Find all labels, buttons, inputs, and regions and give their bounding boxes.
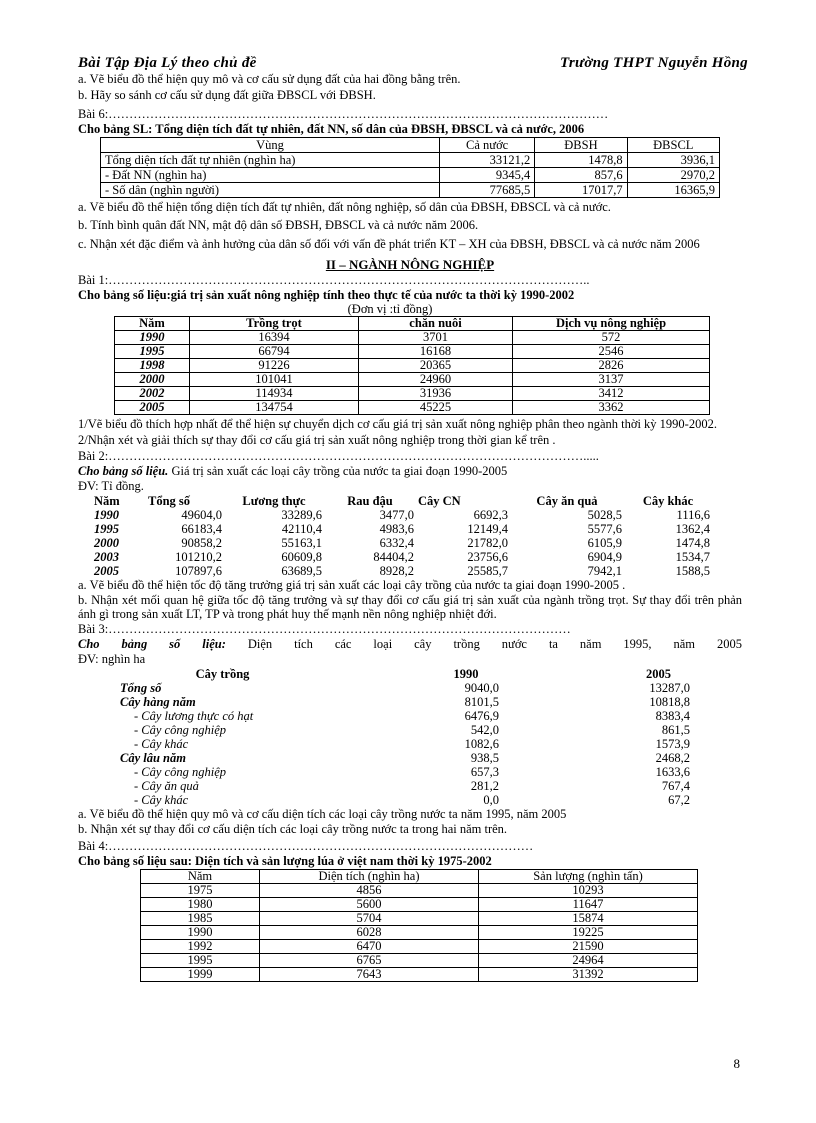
table-row bbox=[118, 765, 692, 779]
table-row bbox=[92, 550, 712, 564]
bai1-label: Bài 1:…………………………………………………………………………………………………….. bbox=[78, 273, 590, 287]
col-header: 2005 bbox=[646, 667, 671, 681]
bai2-title-lead: Cho bảng số liệu. bbox=[78, 464, 169, 478]
col-header: Diện tích (nghìn ha) bbox=[260, 870, 479, 884]
page-number: 8 bbox=[733, 1056, 740, 1071]
bai6-question-b: b. Tính bình quân đất NN, mật độ dân số ĐBSH, ĐBSCL và cả nước năm 2006. bbox=[78, 218, 479, 232]
table-header-row bbox=[92, 494, 712, 508]
table-cell: 1573,9 bbox=[655, 737, 690, 751]
table-cell: 3137 bbox=[513, 373, 710, 387]
table-cell: 2005 bbox=[94, 564, 119, 578]
table-cell: 7643 bbox=[260, 968, 479, 982]
table-cell: 20365 bbox=[359, 359, 513, 373]
bai6-question-c: c. Nhận xét đặc điểm và ảnh hưởng của dân số đối với vấn đề phát triển KT – XH của ĐBSH, ĐBSCL và cả nước năm 2006 bbox=[78, 237, 700, 251]
table-cell: 1362,4 bbox=[675, 522, 710, 536]
bai4-label: Bài 4:………………………………………………………………………………………… bbox=[78, 839, 534, 853]
table-cell: 16394 bbox=[190, 331, 359, 345]
table-cell: - Cây khác bbox=[134, 793, 189, 807]
table-cell: 13287,0 bbox=[649, 681, 690, 695]
table-cell: 33121,2 bbox=[440, 153, 535, 168]
col-header: Sản lượng (nghìn tấn) bbox=[479, 870, 698, 884]
table-cell: 6765 bbox=[260, 954, 479, 968]
table-cell: Cây lâu năm bbox=[120, 751, 186, 765]
table-cell: 24964 bbox=[479, 954, 698, 968]
table-cell: 1633,6 bbox=[655, 765, 690, 779]
table-cell: 1995 bbox=[115, 345, 190, 359]
col-header: Cả nước bbox=[440, 138, 535, 153]
table-cell: 23756,6 bbox=[467, 550, 508, 564]
bai1-question-2: 2/Nhận xét và giải thích sự thay đổi cơ cấu giá trị sản xuất nông nghiệp trong thời gian kể trên . bbox=[78, 433, 556, 447]
table-cell: 67,2 bbox=[668, 793, 690, 807]
table-cell: 42110,4 bbox=[281, 522, 322, 536]
table-cell: 861,5 bbox=[661, 723, 690, 737]
table-cell: 21590 bbox=[479, 940, 698, 954]
bai2-table bbox=[92, 494, 712, 578]
table-row bbox=[115, 345, 710, 359]
table-row bbox=[141, 898, 698, 912]
table-row bbox=[141, 954, 698, 968]
table-cell: 66794 bbox=[190, 345, 359, 359]
table-row bbox=[141, 884, 698, 898]
bai3-table bbox=[118, 667, 692, 807]
table-cell: 1992 bbox=[141, 940, 260, 954]
table-cell: 1588,5 bbox=[675, 564, 710, 578]
bai3-question-a: a. Vẽ biểu đồ thể hiện quy mô và cơ cấu diện tích các loại cây trồng nước ta năm 1995, năm 2005 bbox=[78, 807, 567, 821]
table-cell: 66183,4 bbox=[181, 522, 222, 536]
table-cell: 1990 bbox=[94, 508, 119, 522]
table-cell: 10818,8 bbox=[649, 695, 690, 709]
table-cell: 101210,2 bbox=[175, 550, 222, 564]
table-cell: 114934 bbox=[190, 387, 359, 401]
table-cell: 10293 bbox=[479, 884, 698, 898]
col-header: chăn nuôi bbox=[359, 317, 513, 331]
col-header: Cây CN bbox=[418, 494, 461, 508]
table-cell: 5577,6 bbox=[587, 522, 622, 536]
bai6-table bbox=[100, 137, 720, 198]
table-row bbox=[101, 153, 720, 168]
table-cell: 12149,4 bbox=[467, 522, 508, 536]
table-row bbox=[92, 508, 712, 522]
table-cell: 1998 bbox=[115, 359, 190, 373]
table-row bbox=[141, 940, 698, 954]
table-cell: 1116,6 bbox=[676, 508, 710, 522]
col-header: Dịch vụ nông nghiệp bbox=[513, 317, 710, 331]
table-cell: 2000 bbox=[115, 373, 190, 387]
bai4-title: Cho bảng số liệu sau: Diện tích và sản lượng lúa ở việt nam thời kỳ 1975-2002 bbox=[78, 854, 492, 868]
table-cell: 657,3 bbox=[470, 765, 499, 779]
table-cell: 8383,4 bbox=[655, 709, 690, 723]
table-cell: 3362 bbox=[513, 401, 710, 415]
table-cell: 6105,9 bbox=[587, 536, 622, 550]
table-cell: 2000 bbox=[94, 536, 119, 550]
bai2-question-b: b. Nhận xét mối quan hệ giữa tốc độ tăng trưởng và sự thay đổi cơ cấu giá trị sản xuất của ngành trồng trọt. Sự thay đổi trên phản ánh gì trong sản xuất LT, TP và trong phát huy thế mạnh nền nông nghiệp nhiệt đới. bbox=[78, 593, 742, 621]
table-cell: 55163,1 bbox=[281, 536, 322, 550]
table-cell: 17017,7 bbox=[535, 183, 627, 198]
table-cell: 19225 bbox=[479, 926, 698, 940]
table-cell: 5028,5 bbox=[587, 508, 622, 522]
top-question-b: b. Hãy so sánh cơ cấu sử dụng đất giữa ĐBSCL với ĐBSH. bbox=[78, 88, 376, 102]
section-title: II – NGÀNH NÔNG NGHIỆP bbox=[325, 257, 495, 272]
table-cell: 6028 bbox=[260, 926, 479, 940]
table-cell: 857,6 bbox=[535, 168, 627, 183]
table-cell: 91226 bbox=[190, 359, 359, 373]
table-row bbox=[118, 793, 692, 807]
table-cell: 1478,8 bbox=[535, 153, 627, 168]
bai4-table bbox=[140, 869, 698, 982]
bai2-title-rest: Giá trị sản xuất các loại cây trồng của nước ta giai đoạn 1990-2005 bbox=[168, 464, 508, 478]
bai3-label: Bài 3:………………………………………………………………………………………………… bbox=[78, 622, 571, 636]
col-header: Năm bbox=[94, 494, 120, 508]
table-cell: 2468,2 bbox=[655, 751, 690, 765]
table-row bbox=[141, 968, 698, 982]
table-cell: 101041 bbox=[190, 373, 359, 387]
table-cell: 7942,1 bbox=[587, 564, 622, 578]
table-cell: 1534,7 bbox=[675, 550, 710, 564]
col-header: Cây khác bbox=[642, 494, 694, 508]
col-header: Trồng trọt bbox=[190, 317, 359, 331]
table-cell: 5704 bbox=[260, 912, 479, 926]
table-cell: 2546 bbox=[513, 345, 710, 359]
table-row bbox=[118, 709, 692, 723]
table-row bbox=[92, 522, 712, 536]
table-cell: 4856 bbox=[260, 884, 479, 898]
table-row bbox=[118, 695, 692, 709]
table-cell: 3477,0 bbox=[379, 508, 414, 522]
col-header: Năm bbox=[141, 870, 260, 884]
table-cell: - Cây khác bbox=[134, 737, 189, 751]
col-header: Cây ăn quả bbox=[536, 494, 598, 508]
bai6-title: Cho bảng SL: Tổng diện tích đất tự nhiên, đất NN, số dân của ĐBSH, ĐBSCL và cả nước, 2006 bbox=[78, 122, 585, 136]
table-row bbox=[115, 359, 710, 373]
col-header: Cây trồng bbox=[195, 667, 250, 681]
table-cell: 9040,0 bbox=[464, 681, 499, 695]
table-row bbox=[118, 779, 692, 793]
table-row bbox=[115, 401, 710, 415]
table-cell: - Đất NN (nghìn ha) bbox=[101, 168, 440, 183]
table-header-row bbox=[101, 138, 720, 153]
table-cell: 1995 bbox=[94, 522, 119, 536]
table-cell: 77685,5 bbox=[440, 183, 535, 198]
bai3-question-b: b. Nhận xét sự thay đổi cơ cấu diện tích các loại cây trồng nước ta trong hai năm trên. bbox=[78, 822, 508, 836]
table-cell: 90858,2 bbox=[181, 536, 222, 550]
table-cell: - Cây lương thực có hạt bbox=[134, 709, 254, 723]
table-cell: 49604,0 bbox=[181, 508, 222, 522]
table-cell: 1082,6 bbox=[464, 737, 499, 751]
table-row bbox=[118, 737, 692, 751]
bai1-question-1: 1/Vẽ biểu đồ thích hợp nhất để thể hiện sự chuyển dịch cơ cấu giá trị sản xuất nông nghiệp phân theo ngành thời kỳ 1990-2002. bbox=[78, 417, 717, 431]
table-cell: 15874 bbox=[479, 912, 698, 926]
table-cell: Tổng số bbox=[120, 681, 162, 695]
bai1-title: Cho bảng số liệu:giá trị sản xuất nông nghiệp tính theo thực tế của nước ta thời kỳ 1990-2002 bbox=[78, 288, 575, 302]
table-header-row bbox=[118, 667, 692, 681]
bai6-question-a: a. Vẽ biểu đồ thể hiện tổng diện tích đất tự nhiên, đất nông nghiệp, số dân của ĐBSH, ĐBSCL và cả nước. bbox=[78, 200, 611, 214]
table-cell: 45225 bbox=[359, 401, 513, 415]
table-cell: 572 bbox=[513, 331, 710, 345]
table-cell: 938,5 bbox=[470, 751, 499, 765]
table-cell: 6470 bbox=[260, 940, 479, 954]
table-cell: 1990 bbox=[141, 926, 260, 940]
table-row bbox=[92, 564, 712, 578]
page-header bbox=[78, 54, 748, 72]
table-cell: 2970,2 bbox=[627, 168, 719, 183]
table-cell: 1975 bbox=[141, 884, 260, 898]
table-cell: Tổng diện tích đất tự nhiên (nghìn ha) bbox=[101, 153, 440, 168]
table-cell: 11647 bbox=[479, 898, 698, 912]
bai3-title-rest: Diện tích các loại cây trồng nước ta năm 1995, năm 2005 bbox=[225, 637, 742, 651]
table-cell: 3412 bbox=[513, 387, 710, 401]
table-cell: 0,0 bbox=[483, 793, 499, 807]
col-header: Vùng bbox=[101, 138, 440, 153]
table-cell: 8928,2 bbox=[379, 564, 414, 578]
table-cell: 134754 bbox=[190, 401, 359, 415]
bai3-title-lead: Cho bảng số liệu: bbox=[78, 637, 226, 651]
header-school: Trường THPT Nguyễn Hồng bbox=[560, 55, 748, 71]
col-header: ĐBSH bbox=[535, 138, 627, 153]
bai2-title bbox=[78, 464, 742, 479]
table-cell: 542,0 bbox=[470, 723, 499, 737]
table-row bbox=[118, 723, 692, 737]
bai2-unit: ĐV: Tỉ đồng. bbox=[78, 479, 144, 493]
col-header: Tổng số bbox=[148, 494, 191, 508]
table-cell: 2005 bbox=[115, 401, 190, 415]
table-cell: - Cây ăn quả bbox=[134, 779, 199, 793]
table-cell: 33289,6 bbox=[281, 508, 322, 522]
bai2-question-a: a. Vẽ biểu đồ thể hiện tốc độ tăng trưởng giá trị sản xuất các loại cây trồng của nước ta giai đoạn 1990-2005 . bbox=[78, 578, 626, 592]
table-row bbox=[141, 926, 698, 940]
table-cell: 3936,1 bbox=[627, 153, 719, 168]
table-cell: - Cây công nghiệp bbox=[134, 723, 226, 737]
table-cell: 31392 bbox=[479, 968, 698, 982]
table-row bbox=[115, 373, 710, 387]
table-cell: 281,2 bbox=[470, 779, 499, 793]
table-cell: Cây hàng năm bbox=[120, 695, 196, 709]
table-row bbox=[118, 751, 692, 765]
table-cell: 31936 bbox=[359, 387, 513, 401]
table-cell: 5600 bbox=[260, 898, 479, 912]
table-cell: - Cây công nghiệp bbox=[134, 765, 226, 779]
table-cell: 6692,3 bbox=[473, 508, 508, 522]
table-cell: 1995 bbox=[141, 954, 260, 968]
bai1-unit: (Đơn vị :tỉ đồng) bbox=[347, 302, 433, 316]
table-cell: - Số dân (nghìn người) bbox=[101, 183, 440, 198]
table-cell: 21782,0 bbox=[467, 536, 508, 550]
table-row bbox=[101, 183, 720, 198]
table-row bbox=[115, 331, 710, 345]
table-header-row bbox=[115, 317, 710, 331]
col-header: Năm bbox=[115, 317, 190, 331]
table-cell: 25585,7 bbox=[467, 564, 508, 578]
bai2-label: Bài 2:……………………………………………………………………………………………………..... bbox=[78, 449, 599, 463]
table-cell: 1999 bbox=[141, 968, 260, 982]
col-header: Lương thực bbox=[242, 494, 306, 508]
table-cell: 107897,6 bbox=[175, 564, 222, 578]
table-cell: 1990 bbox=[115, 331, 190, 345]
table-cell: 2826 bbox=[513, 359, 710, 373]
table-cell: 63689,5 bbox=[281, 564, 322, 578]
table-cell: 16365,9 bbox=[627, 183, 719, 198]
bai3-title bbox=[78, 637, 742, 652]
table-row bbox=[141, 912, 698, 926]
table-cell: 1474,8 bbox=[675, 536, 710, 550]
col-header: Rau đậu bbox=[347, 494, 393, 508]
bai1-table bbox=[114, 316, 710, 415]
table-cell: 24960 bbox=[359, 373, 513, 387]
table-cell: 84404,2 bbox=[373, 550, 414, 564]
table-cell: 2002 bbox=[115, 387, 190, 401]
table-cell: 1985 bbox=[141, 912, 260, 926]
table-header-row bbox=[141, 870, 698, 884]
table-cell: 9345,4 bbox=[440, 168, 535, 183]
top-question-a: a. Vẽ biểu đồ thể hiện quy mô và cơ cấu sử dụng đất của hai đồng bằng trên. bbox=[78, 72, 461, 86]
table-cell: 6476,9 bbox=[464, 709, 499, 723]
table-cell: 1980 bbox=[141, 898, 260, 912]
table-cell: 767,4 bbox=[661, 779, 690, 793]
table-cell: 8101,5 bbox=[464, 695, 499, 709]
table-row bbox=[101, 168, 720, 183]
document-page bbox=[78, 50, 748, 982]
bai3-table-body bbox=[118, 681, 692, 807]
table-cell: 2003 bbox=[94, 550, 119, 564]
table-row bbox=[92, 536, 712, 550]
header-title: Bài Tập Địa Lý theo chủ đề bbox=[78, 55, 257, 71]
col-header: ĐBSCL bbox=[627, 138, 719, 153]
table-cell: 6332,4 bbox=[379, 536, 414, 550]
bai3-unit: ĐV: nghìn ha bbox=[78, 652, 146, 666]
table-row bbox=[118, 681, 692, 695]
table-cell: 6904,9 bbox=[587, 550, 622, 564]
table-row bbox=[115, 387, 710, 401]
table-cell: 16168 bbox=[359, 345, 513, 359]
bai6-label: Bài 6:………………………………………………………………………………………………………… bbox=[78, 107, 609, 121]
table-cell: 60609,8 bbox=[281, 550, 322, 564]
col-header: 1990 bbox=[453, 667, 479, 681]
table-cell: 4983,6 bbox=[379, 522, 414, 536]
table-cell: 3701 bbox=[359, 331, 513, 345]
